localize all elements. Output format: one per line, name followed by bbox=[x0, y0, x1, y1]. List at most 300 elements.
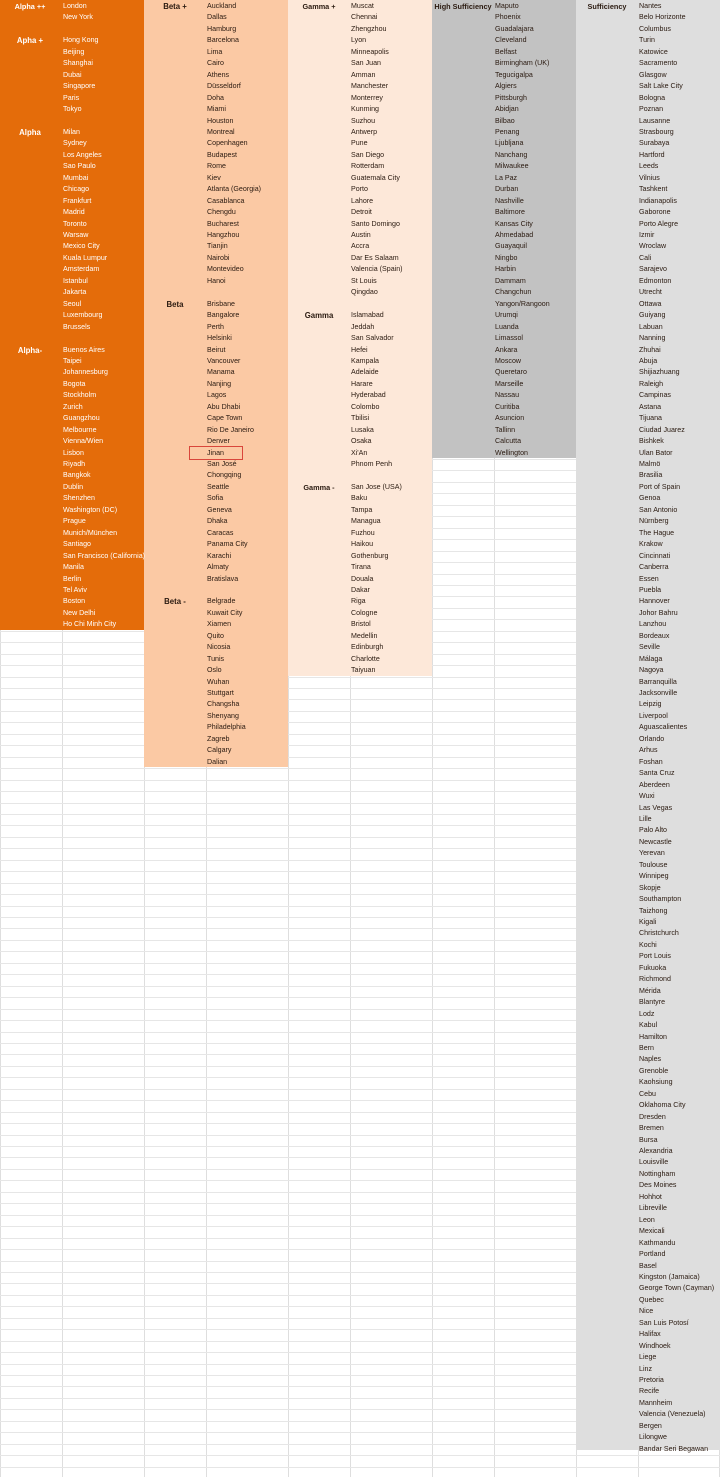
city-cell[interactable]: Ciudad Juarez bbox=[639, 425, 685, 434]
city-cell[interactable]: Porto Alegre bbox=[639, 219, 679, 228]
city-cell[interactable]: Bandar Seri Begawan bbox=[639, 1444, 709, 1453]
city-cell[interactable]: Poznan bbox=[639, 105, 664, 114]
city-cell[interactable]: Katowice bbox=[639, 47, 668, 56]
city-cell[interactable]: Tbilisi bbox=[351, 414, 370, 423]
city-cell[interactable]: Muscat bbox=[351, 2, 374, 10]
city-cell[interactable]: Port Louis bbox=[639, 952, 671, 961]
city-cell[interactable]: Perth bbox=[207, 322, 224, 331]
city-cell[interactable]: Bologna bbox=[639, 93, 666, 102]
city-cell[interactable]: Nassau bbox=[495, 391, 520, 400]
city-cell[interactable]: Houston bbox=[207, 116, 234, 125]
city-cell[interactable]: Harare bbox=[351, 379, 373, 388]
city-cell[interactable]: Maputo bbox=[495, 2, 519, 10]
city-cell[interactable]: Oklahoma City bbox=[639, 1101, 686, 1110]
city-cell[interactable]: Kunming bbox=[351, 105, 379, 114]
city-cell[interactable]: Prague bbox=[63, 517, 86, 526]
city-cell[interactable]: Christchurch bbox=[639, 929, 679, 938]
city-cell[interactable]: Düsseldorf bbox=[207, 82, 241, 91]
city-cell[interactable]: Hohhot bbox=[639, 1192, 662, 1201]
city-cell[interactable]: Cleveland bbox=[495, 36, 527, 45]
city-cell[interactable]: Melbourne bbox=[63, 425, 97, 434]
city-cell[interactable]: San José bbox=[207, 460, 237, 468]
city-cell[interactable]: Mexico City bbox=[63, 242, 100, 251]
city-cell[interactable]: Vienna/Wien bbox=[63, 437, 104, 446]
city-cell[interactable]: Jeddah bbox=[351, 322, 375, 331]
city-cell[interactable]: Bristol bbox=[351, 620, 371, 629]
city-cell[interactable]: Marseille bbox=[495, 379, 524, 388]
city-cell[interactable]: Riga bbox=[351, 597, 366, 606]
city-cell[interactable]: Essen bbox=[639, 574, 659, 583]
city-cell[interactable]: Douala bbox=[351, 574, 374, 583]
city-cell[interactable]: Turin bbox=[639, 36, 655, 45]
city-cell[interactable]: Abu Dhabi bbox=[207, 402, 241, 411]
city-cell[interactable]: Las Vegas bbox=[639, 803, 673, 812]
city-cell[interactable]: Taipei bbox=[63, 356, 82, 365]
city-cell[interactable]: Bordeaux bbox=[639, 631, 670, 640]
city-cell[interactable]: Jakarta bbox=[63, 288, 87, 297]
city-cell[interactable]: Glasgow bbox=[639, 70, 667, 79]
city-cell[interactable]: Guiyang bbox=[639, 311, 666, 320]
city-cell[interactable]: Rotterdam bbox=[351, 162, 385, 171]
city-cell[interactable]: Wellington bbox=[495, 448, 528, 457]
city-cell[interactable]: Los Angeles bbox=[63, 150, 102, 159]
city-cell[interactable]: Buenos Aires bbox=[63, 345, 105, 354]
city-cell[interactable]: Guatemala City bbox=[351, 173, 400, 182]
city-cell[interactable]: Shenyang bbox=[207, 711, 239, 720]
city-cell[interactable]: Luxembourg bbox=[63, 311, 103, 320]
city-cell[interactable]: Washington (DC) bbox=[63, 505, 118, 514]
city-cell[interactable]: Bratislava bbox=[207, 574, 239, 583]
city-cell[interactable]: Vancouver bbox=[207, 356, 241, 365]
city-cell[interactable]: Seattle bbox=[207, 482, 230, 491]
city-cell[interactable]: Edinburgh bbox=[351, 643, 384, 652]
city-cell[interactable]: Indianapolis bbox=[639, 196, 677, 205]
city-cell[interactable]: Guangzhou bbox=[63, 414, 100, 423]
city-cell[interactable]: Casablanca bbox=[207, 196, 245, 205]
city-cell[interactable]: Port of Spain bbox=[639, 482, 681, 491]
city-cell[interactable]: Tel Aviv bbox=[63, 585, 87, 594]
city-cell[interactable]: Nürnberg bbox=[639, 517, 669, 526]
city-cell[interactable]: Halifax bbox=[639, 1330, 661, 1339]
city-cell[interactable]: Gothenburg bbox=[351, 551, 389, 560]
city-cell[interactable]: Calgary bbox=[207, 746, 232, 755]
city-cell[interactable]: Osaka bbox=[351, 437, 372, 446]
city-cell[interactable]: Dresden bbox=[639, 1112, 666, 1121]
city-cell[interactable]: Taizhong bbox=[639, 906, 668, 915]
city-cell[interactable]: Ottawa bbox=[639, 299, 662, 308]
city-cell[interactable]: Seville bbox=[639, 643, 660, 652]
city-cell[interactable]: Linz bbox=[639, 1364, 653, 1373]
city-cell[interactable]: Bergen bbox=[639, 1421, 662, 1430]
city-cell[interactable]: Lahore bbox=[351, 196, 374, 205]
city-cell[interactable]: George Town (Cayman) bbox=[639, 1284, 715, 1293]
city-cell[interactable]: Dhaka bbox=[207, 517, 228, 526]
city-cell[interactable]: Kigali bbox=[639, 918, 657, 926]
city-cell[interactable]: Palo Alto bbox=[639, 826, 668, 835]
city-cell[interactable]: Seoul bbox=[63, 299, 82, 308]
city-cell[interactable]: Nanjing bbox=[207, 379, 232, 388]
city-cell[interactable]: Philadelphia bbox=[207, 723, 246, 732]
city-cell[interactable]: Kampala bbox=[351, 356, 379, 365]
city-cell[interactable]: Taiyuan bbox=[351, 666, 376, 675]
city-cell[interactable]: Belgrade bbox=[207, 597, 236, 606]
city-cell[interactable]: Kansas City bbox=[495, 219, 533, 228]
city-cell[interactable]: Bursa bbox=[639, 1135, 658, 1144]
city-cell[interactable]: Bangkok bbox=[63, 471, 91, 480]
city-cell[interactable]: Porto bbox=[351, 185, 368, 194]
city-cell[interactable]: Louisville bbox=[639, 1158, 669, 1167]
city-cell[interactable]: Cebu bbox=[639, 1089, 656, 1098]
city-cell[interactable]: Montevideo bbox=[207, 265, 244, 274]
city-cell[interactable]: Berlin bbox=[63, 574, 82, 583]
city-cell[interactable]: Nicosia bbox=[207, 643, 231, 652]
city-cell[interactable]: Arhus bbox=[639, 746, 658, 755]
city-cell[interactable]: Hannover bbox=[639, 597, 670, 606]
city-cell[interactable]: Paris bbox=[63, 93, 80, 102]
city-cell[interactable]: Astana bbox=[639, 402, 662, 411]
city-cell[interactable]: Ankara bbox=[495, 345, 518, 354]
city-cell[interactable]: Singapore bbox=[63, 82, 96, 91]
city-cell[interactable]: Richmond bbox=[639, 975, 671, 984]
city-cell[interactable]: San Diego bbox=[351, 150, 385, 159]
city-cell[interactable]: Islamabad bbox=[351, 311, 384, 320]
city-cell[interactable]: Ningbo bbox=[495, 253, 518, 262]
city-cell[interactable]: Stuttgart bbox=[207, 689, 234, 697]
city-cell[interactable]: Tokyo bbox=[63, 105, 82, 114]
city-cell[interactable]: Adelaide bbox=[351, 368, 379, 377]
city-cell[interactable]: Charlotte bbox=[351, 654, 380, 663]
city-cell[interactable]: Chengdu bbox=[207, 208, 236, 217]
city-cell[interactable]: Nice bbox=[639, 1307, 654, 1316]
city-cell[interactable]: Phoenix bbox=[495, 13, 521, 22]
city-cell[interactable]: Lausanne bbox=[639, 116, 671, 125]
city-cell[interactable]: Santiago bbox=[63, 540, 92, 549]
city-cell[interactable]: Boston bbox=[63, 597, 86, 606]
city-cell[interactable]: New Delhi bbox=[63, 608, 96, 617]
city-cell[interactable]: Harbin bbox=[495, 265, 516, 274]
city-cell[interactable]: Ljubljana bbox=[495, 139, 524, 148]
city-cell[interactable]: Manchester bbox=[351, 82, 389, 91]
city-cell[interactable]: Vilnius bbox=[639, 173, 660, 182]
city-cell[interactable]: Yerevan bbox=[639, 849, 665, 858]
city-cell[interactable]: Montreal bbox=[207, 127, 235, 136]
city-cell[interactable]: Helsinki bbox=[207, 334, 232, 343]
city-cell[interactable]: Chennai bbox=[351, 13, 378, 22]
city-cell[interactable]: Jinan bbox=[207, 448, 224, 457]
city-cell[interactable]: Kaohsiung bbox=[639, 1078, 673, 1087]
city-cell[interactable]: Krakow bbox=[639, 540, 663, 549]
city-cell[interactable]: Manila bbox=[63, 563, 84, 572]
city-cell[interactable]: Kuwait City bbox=[207, 608, 243, 617]
city-cell[interactable]: Lille bbox=[639, 814, 652, 823]
city-cell[interactable]: Munich/München bbox=[63, 528, 118, 537]
city-cell[interactable]: Lilongwe bbox=[639, 1433, 668, 1442]
city-cell[interactable]: Bucharest bbox=[207, 219, 239, 228]
city-cell[interactable]: Mumbai bbox=[63, 173, 89, 182]
city-cell[interactable]: Bilbao bbox=[495, 116, 515, 125]
city-cell[interactable]: Cologne bbox=[351, 608, 378, 617]
city-cell[interactable]: Naples bbox=[639, 1055, 662, 1064]
city-cell[interactable]: Ahmedabad bbox=[495, 231, 534, 239]
city-cell[interactable]: Blantyre bbox=[639, 998, 666, 1007]
city-cell[interactable]: Kingston (Jamaica) bbox=[639, 1272, 700, 1281]
city-cell[interactable]: Tianjin bbox=[207, 242, 228, 251]
city-cell[interactable]: Cape Town bbox=[207, 414, 243, 423]
city-cell[interactable]: Kabul bbox=[639, 1021, 658, 1030]
city-cell[interactable]: San Luis Potosí bbox=[639, 1318, 689, 1327]
city-cell[interactable]: Ulan Bator bbox=[639, 448, 673, 457]
city-cell[interactable]: Stockholm bbox=[63, 391, 97, 400]
city-cell[interactable]: Aguascalientes bbox=[639, 723, 688, 732]
city-cell[interactable]: Lagos bbox=[207, 391, 227, 400]
city-cell[interactable]: London bbox=[63, 2, 87, 10]
city-cell[interactable]: Lisbon bbox=[63, 448, 84, 457]
city-cell[interactable]: Hartford bbox=[639, 150, 665, 159]
city-cell[interactable]: Baltimore bbox=[495, 208, 525, 217]
city-cell[interactable]: Edmonton bbox=[639, 276, 672, 285]
city-cell[interactable]: Asuncion bbox=[495, 414, 525, 423]
city-cell[interactable]: Amman bbox=[351, 70, 376, 79]
city-cell[interactable]: Winnipeg bbox=[639, 872, 669, 881]
city-cell[interactable]: The Hague bbox=[639, 528, 675, 537]
city-cell[interactable]: Nashville bbox=[495, 196, 524, 205]
city-cell[interactable]: Izmir bbox=[639, 231, 655, 239]
city-cell[interactable]: Tirana bbox=[351, 563, 371, 572]
city-cell[interactable]: San Jose (USA) bbox=[351, 482, 402, 491]
city-cell[interactable]: Shanghai bbox=[63, 59, 93, 68]
city-cell[interactable]: Nanchang bbox=[495, 150, 528, 159]
city-cell[interactable]: Chicago bbox=[63, 185, 90, 194]
city-cell[interactable]: Wroclaw bbox=[639, 242, 667, 251]
city-cell[interactable]: Fukuoka bbox=[639, 963, 667, 972]
city-cell[interactable]: Toronto bbox=[63, 219, 87, 228]
city-cell[interactable]: Quebec bbox=[639, 1295, 664, 1304]
city-cell[interactable]: Santo Domingo bbox=[351, 219, 400, 228]
city-cell[interactable]: Kuala Lumpur bbox=[63, 253, 108, 262]
city-cell[interactable]: Aberdeen bbox=[639, 780, 670, 789]
city-cell[interactable]: Foshan bbox=[639, 757, 663, 766]
city-cell[interactable]: Hamilton bbox=[639, 1032, 667, 1041]
city-cell[interactable]: Ho Chi Minh City bbox=[63, 620, 117, 629]
city-cell[interactable]: Cincinnati bbox=[639, 551, 671, 560]
city-cell[interactable]: Hyderabad bbox=[351, 391, 386, 400]
city-cell[interactable]: Bogota bbox=[63, 379, 86, 388]
city-cell[interactable]: Luanda bbox=[495, 322, 519, 331]
city-cell[interactable]: Pittsburgh bbox=[495, 93, 527, 102]
city-cell[interactable]: Guadalajara bbox=[495, 24, 534, 33]
city-cell[interactable]: Libreville bbox=[639, 1204, 667, 1213]
city-cell[interactable]: Denver bbox=[207, 437, 230, 446]
city-cell[interactable]: Geneva bbox=[207, 505, 232, 514]
city-cell[interactable]: Karachi bbox=[207, 551, 232, 560]
city-cell[interactable]: Athens bbox=[207, 70, 230, 79]
city-cell[interactable]: Newcastle bbox=[639, 837, 672, 846]
city-cell[interactable]: Birmingham (UK) bbox=[495, 59, 550, 68]
city-cell[interactable]: Tampa bbox=[351, 505, 373, 514]
city-cell[interactable]: Queretaro bbox=[495, 368, 527, 377]
city-cell[interactable]: Oslo bbox=[207, 666, 222, 675]
city-cell[interactable]: Milan bbox=[63, 127, 80, 136]
city-cell[interactable]: Sacramento bbox=[639, 59, 678, 68]
city-cell[interactable]: Doha bbox=[207, 93, 224, 102]
city-cell[interactable]: Dakar bbox=[351, 585, 370, 594]
city-cell[interactable]: Alexandria bbox=[639, 1147, 673, 1155]
city-cell[interactable]: Guayaquil bbox=[495, 242, 527, 251]
city-cell[interactable]: Qingdao bbox=[351, 288, 378, 297]
city-cell[interactable]: Barranquilla bbox=[639, 677, 677, 686]
city-cell[interactable]: Nairobi bbox=[207, 253, 230, 262]
city-cell[interactable]: Malmö bbox=[639, 460, 661, 468]
city-cell[interactable]: Sao Paulo bbox=[63, 162, 96, 171]
city-cell[interactable]: Minneapolis bbox=[351, 47, 389, 56]
city-cell[interactable]: Zhengzhou bbox=[351, 24, 387, 33]
city-cell[interactable]: Surabaya bbox=[639, 139, 670, 148]
city-cell[interactable]: Rio De Janeiro bbox=[207, 425, 254, 434]
city-cell[interactable]: Budapest bbox=[207, 150, 237, 159]
city-cell[interactable]: Valencia (Venezuela) bbox=[639, 1410, 706, 1419]
city-cell[interactable]: Cali bbox=[639, 253, 652, 262]
city-cell[interactable]: Salt Lake City bbox=[639, 82, 683, 91]
city-cell[interactable]: Lima bbox=[207, 47, 223, 56]
city-cell[interactable]: Changsha bbox=[207, 700, 240, 709]
city-cell[interactable]: Portland bbox=[639, 1250, 666, 1259]
city-cell[interactable]: Dammam bbox=[495, 276, 526, 285]
city-cell[interactable]: Wuhan bbox=[207, 677, 230, 686]
city-cell[interactable]: Grenoble bbox=[639, 1066, 669, 1075]
city-cell[interactable]: Sarajevo bbox=[639, 265, 667, 274]
city-cell[interactable]: Nanning bbox=[639, 334, 666, 343]
city-cell[interactable]: Johannesburg bbox=[63, 368, 108, 377]
city-cell[interactable]: Colombo bbox=[351, 402, 380, 411]
city-cell[interactable]: Warsaw bbox=[63, 231, 89, 239]
city-cell[interactable]: Lusaka bbox=[351, 425, 374, 434]
city-cell[interactable]: Hamburg bbox=[207, 24, 237, 33]
city-cell[interactable]: Kochi bbox=[639, 940, 657, 949]
city-cell[interactable]: Canberra bbox=[639, 563, 669, 572]
city-cell[interactable]: Manama bbox=[207, 368, 235, 377]
city-cell[interactable]: Liege bbox=[639, 1353, 657, 1362]
city-cell[interactable]: Atlanta (Georgia) bbox=[207, 185, 262, 194]
city-cell[interactable]: Kiev bbox=[207, 173, 221, 182]
city-cell[interactable]: Dallas bbox=[207, 13, 227, 22]
city-cell[interactable]: Leeds bbox=[639, 162, 659, 171]
city-cell[interactable]: Lyon bbox=[351, 36, 367, 45]
city-cell[interactable]: Copenhagen bbox=[207, 139, 248, 148]
city-cell[interactable]: Belfast bbox=[495, 47, 517, 56]
city-cell[interactable]: Toulouse bbox=[639, 860, 668, 869]
city-cell[interactable]: Abuja bbox=[639, 356, 658, 365]
city-cell[interactable]: Orlando bbox=[639, 734, 665, 743]
city-cell[interactable]: Xiamen bbox=[207, 620, 232, 629]
city-cell[interactable]: Medellin bbox=[351, 631, 378, 640]
city-cell[interactable]: Genoa bbox=[639, 494, 661, 503]
city-cell[interactable]: Nantes bbox=[639, 2, 662, 10]
city-cell[interactable]: Recife bbox=[639, 1387, 660, 1396]
city-cell[interactable]: San Juan bbox=[351, 59, 381, 68]
city-cell[interactable]: Baku bbox=[351, 494, 368, 503]
city-cell[interactable]: Urumqi bbox=[495, 311, 518, 320]
city-cell[interactable]: Pretoria bbox=[639, 1376, 664, 1384]
city-cell[interactable]: Strasbourg bbox=[639, 127, 674, 136]
city-cell[interactable]: Zurich bbox=[63, 402, 83, 411]
city-cell[interactable]: Hanoi bbox=[207, 276, 226, 285]
city-cell[interactable]: Antwerp bbox=[351, 127, 378, 136]
city-cell[interactable]: Hefei bbox=[351, 345, 368, 354]
city-cell[interactable]: Amsterdam bbox=[63, 265, 100, 274]
city-cell[interactable]: Yangon/Rangoon bbox=[495, 299, 550, 308]
city-cell[interactable]: Brasilia bbox=[639, 471, 663, 480]
city-cell[interactable]: Nagoya bbox=[639, 666, 664, 675]
city-cell[interactable]: Xi'An bbox=[351, 448, 368, 457]
city-cell[interactable]: Jacksonville bbox=[639, 689, 678, 697]
city-cell[interactable]: Frankfurt bbox=[63, 196, 92, 205]
city-cell[interactable]: St Louis bbox=[351, 276, 377, 285]
city-cell[interactable]: Suzhou bbox=[351, 116, 376, 125]
city-cell[interactable]: Auckland bbox=[207, 2, 237, 10]
city-cell[interactable]: Lodz bbox=[639, 1009, 655, 1018]
city-cell[interactable]: Quito bbox=[207, 631, 224, 640]
city-cell[interactable]: Sydney bbox=[63, 139, 87, 148]
city-cell[interactable]: Rome bbox=[207, 162, 226, 171]
city-cell[interactable]: Dalian bbox=[207, 757, 228, 766]
city-cell[interactable]: Haikou bbox=[351, 540, 374, 549]
city-cell[interactable]: Miami bbox=[207, 105, 226, 114]
city-cell[interactable]: Kathmandu bbox=[639, 1238, 676, 1247]
city-cell[interactable]: Leipzig bbox=[639, 700, 662, 709]
city-cell[interactable]: Limassol bbox=[495, 334, 523, 343]
city-cell[interactable]: Labuan bbox=[639, 322, 663, 331]
city-cell[interactable]: Penang bbox=[495, 127, 520, 136]
city-cell[interactable]: Bangalore bbox=[207, 311, 240, 320]
city-cell[interactable]: Shijiazhuang bbox=[639, 368, 680, 377]
city-cell[interactable]: Managua bbox=[351, 517, 381, 526]
city-cell[interactable]: Lanzhou bbox=[639, 620, 667, 629]
city-cell[interactable]: Beirut bbox=[207, 345, 226, 354]
city-cell[interactable]: Southampton bbox=[639, 895, 682, 904]
city-cell[interactable]: Monterrey bbox=[351, 93, 383, 102]
city-cell[interactable]: Changchun bbox=[495, 288, 532, 297]
city-cell[interactable]: Curitiba bbox=[495, 402, 520, 411]
city-cell[interactable]: Mérida bbox=[639, 986, 661, 995]
city-cell[interactable]: Tallinn bbox=[495, 425, 516, 434]
city-cell[interactable]: Chongqing bbox=[207, 471, 242, 480]
city-cell[interactable]: Moscow bbox=[495, 356, 522, 365]
city-cell[interactable]: Liverpool bbox=[639, 711, 668, 720]
city-cell[interactable]: Brussels bbox=[63, 322, 91, 331]
city-cell[interactable]: Calcutta bbox=[495, 437, 522, 446]
city-cell[interactable]: Gaborone bbox=[639, 208, 671, 217]
city-cell[interactable]: Madrid bbox=[63, 208, 85, 217]
city-cell[interactable]: Skopje bbox=[639, 883, 661, 892]
city-cell[interactable]: San Antonio bbox=[639, 505, 678, 514]
city-cell[interactable]: Zhuhai bbox=[639, 345, 661, 354]
city-cell[interactable]: Hangzhou bbox=[207, 231, 240, 239]
city-cell[interactable]: Milwaukee bbox=[495, 162, 529, 171]
city-cell[interactable]: Mexicali bbox=[639, 1227, 665, 1236]
city-cell[interactable]: Durban bbox=[495, 185, 519, 194]
city-cell[interactable]: Brisbane bbox=[207, 299, 235, 308]
city-cell[interactable]: Des Moines bbox=[639, 1181, 677, 1190]
city-cell[interactable]: Málaga bbox=[639, 654, 663, 663]
city-cell[interactable]: Puebla bbox=[639, 585, 662, 594]
city-cell[interactable]: Dar Es Salaam bbox=[351, 253, 399, 262]
city-cell[interactable]: Detroit bbox=[351, 208, 372, 217]
city-cell[interactable]: Phnom Penh bbox=[351, 460, 393, 468]
city-cell[interactable]: Mannheim bbox=[639, 1398, 673, 1407]
city-cell[interactable]: Almaty bbox=[207, 563, 229, 572]
city-cell[interactable]: Johor Bahru bbox=[639, 608, 678, 617]
city-cell[interactable]: Algiers bbox=[495, 82, 517, 91]
